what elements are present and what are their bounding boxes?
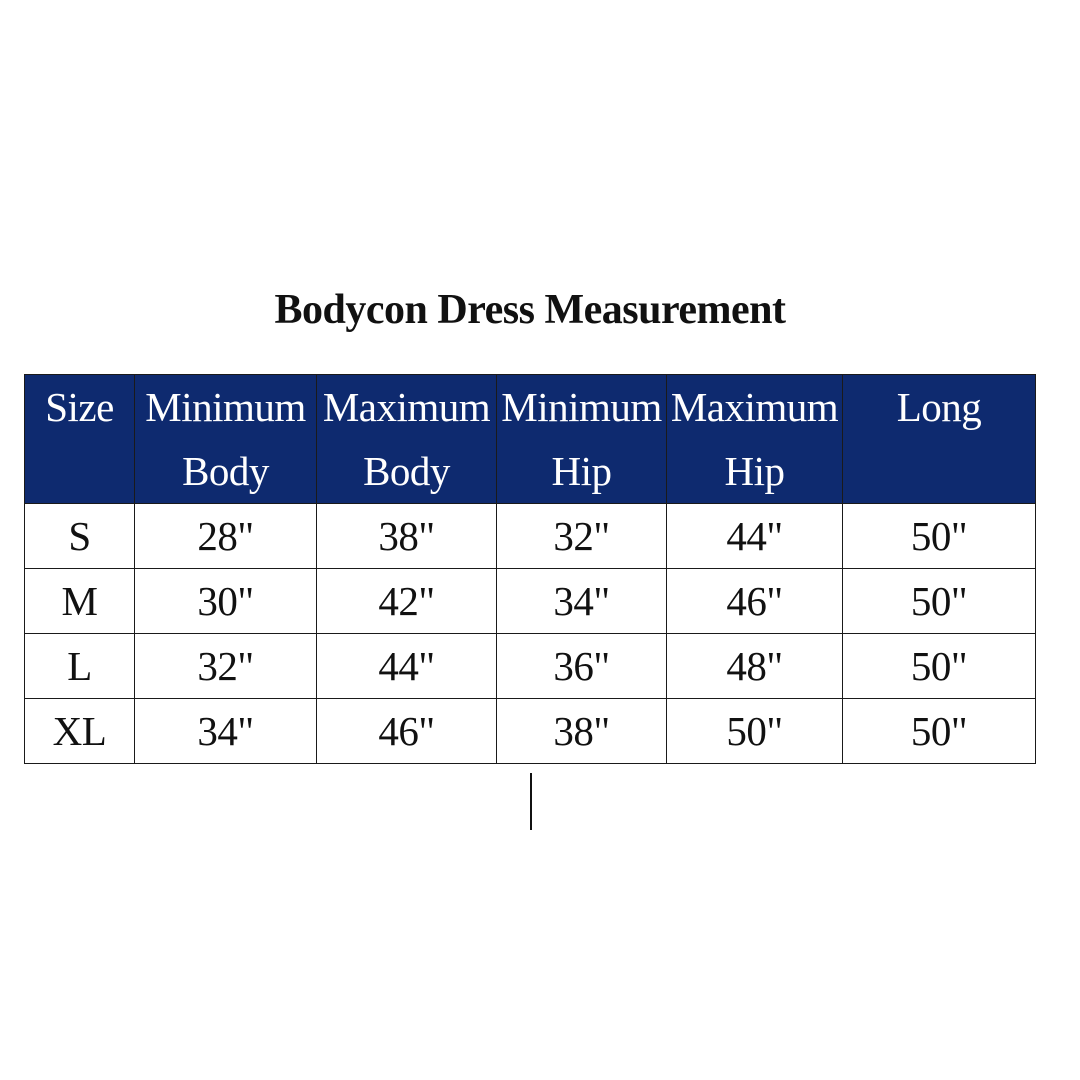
header-line: Hip xyxy=(551,448,612,494)
header-line: Minimum xyxy=(501,384,662,430)
table-cell: 42" xyxy=(317,569,497,634)
table-row xyxy=(25,634,1036,699)
table-cell: 30" xyxy=(135,569,317,634)
header-row xyxy=(25,375,1036,504)
size-cell: XL xyxy=(25,699,135,764)
table-cell: 44" xyxy=(317,634,497,699)
header-minimum-body xyxy=(135,375,317,504)
table-header xyxy=(25,375,1036,504)
size-cell: S xyxy=(25,504,135,569)
header-line: Body xyxy=(363,448,450,494)
header-line: Size xyxy=(45,384,114,430)
table-cell: 38" xyxy=(317,504,497,569)
header-maximum-hip xyxy=(667,375,843,504)
table-body xyxy=(25,504,1036,764)
table-cell: 32" xyxy=(135,634,317,699)
header-size xyxy=(25,375,135,504)
table-cell: 38" xyxy=(497,699,667,764)
table-cell: 44" xyxy=(667,504,843,569)
header-minimum-hip xyxy=(497,375,667,504)
size-cell: M xyxy=(25,569,135,634)
table-cell: 46" xyxy=(317,699,497,764)
header-line: Body xyxy=(182,448,269,494)
table-cell: 50" xyxy=(667,699,843,764)
header-line: Maximum xyxy=(670,384,839,430)
table-row xyxy=(25,504,1036,569)
table-cell: 46" xyxy=(667,569,843,634)
size-chart-table xyxy=(24,374,1036,764)
table-cell: 34" xyxy=(135,699,317,764)
table-cell: 28" xyxy=(135,504,317,569)
table-cell: 50" xyxy=(843,569,1036,634)
header-long xyxy=(843,375,1036,504)
table-row xyxy=(25,569,1036,634)
table-cell: 50" xyxy=(843,699,1036,764)
header-line: Maximum xyxy=(322,384,491,430)
text-cursor-line xyxy=(530,773,532,830)
table-cell: 32" xyxy=(497,504,667,569)
page-title: Bodycon Dress Measurement xyxy=(274,287,786,333)
header-line: Long xyxy=(896,384,982,430)
header-line: Hip xyxy=(724,448,785,494)
table-cell: 50" xyxy=(843,634,1036,699)
table-cell: 48" xyxy=(667,634,843,699)
table-cell: 36" xyxy=(497,634,667,699)
table-cell: 50" xyxy=(843,504,1036,569)
table-row xyxy=(25,699,1036,764)
header-maximum-body xyxy=(317,375,497,504)
header-line: Minimum xyxy=(145,384,306,430)
size-cell: L xyxy=(25,634,135,699)
table-cell: 34" xyxy=(497,569,667,634)
